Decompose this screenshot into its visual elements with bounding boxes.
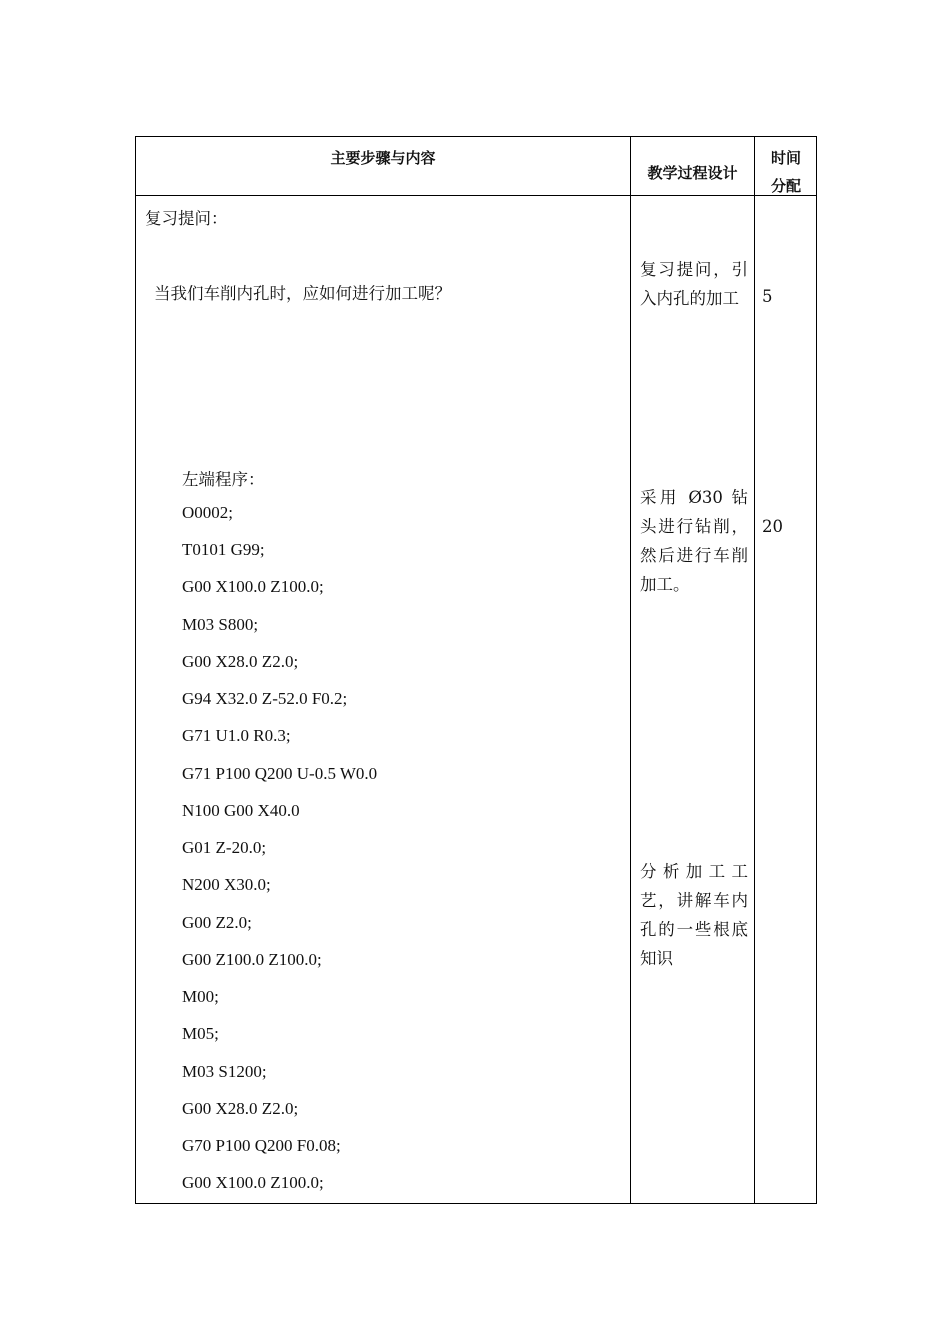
program-title: 左端程序： <box>182 470 265 489</box>
code-line: G00 Z100.0 Z100.0; <box>182 950 322 969</box>
code-line: G00 X100.0 Z100.0; <box>182 1173 324 1192</box>
code-line: M00; <box>182 987 219 1006</box>
header-time-line1: 时间 <box>770 149 801 167</box>
code-line: O0002; <box>182 503 233 522</box>
time-drilling: 20 <box>762 517 783 536</box>
code-line: G00 X28.0 Z2.0; <box>182 1099 299 1118</box>
code-line: G00 X28.0 Z2.0; <box>182 652 299 671</box>
header-steps: 主要步骤与内容 <box>330 149 436 167</box>
code-line: G71 P100 Q200 U-0.5 W0.0 <box>182 764 378 783</box>
code-line: G01 Z-20.0; <box>182 838 267 857</box>
lesson-table <box>135 136 817 1204</box>
code-line: G71 U1.0 R0.3; <box>182 726 291 745</box>
header-divider <box>136 195 816 196</box>
design-review: 复习提问，引入内孔的加工 <box>640 260 748 308</box>
header-design: 教学过程设计 <box>647 164 738 182</box>
code-line: M05; <box>182 1024 219 1043</box>
review-title: 复习提问： <box>145 209 228 228</box>
column-divider-1 <box>630 137 631 1203</box>
design-drilling: 采用 Ø30 钻头进行钻削，然后进行车削加工。 <box>640 488 748 594</box>
code-line: G00 X100.0 Z100.0; <box>182 577 324 596</box>
time-review: 5 <box>762 287 773 306</box>
column-divider-2 <box>754 137 755 1203</box>
code-line: N100 G00 X40.0 <box>182 801 300 820</box>
review-question: 当我们车削内孔时，应如何进行加工呢？ <box>154 284 451 303</box>
design-analysis: 分析加工工艺，讲解车内孔的一些根底知识 <box>640 862 748 968</box>
code-line: M03 S1200; <box>182 1062 267 1081</box>
code-line: N200 X30.0; <box>182 875 271 894</box>
code-line: G00 Z2.0; <box>182 913 252 932</box>
code-line: G94 X32.0 Z-52.0 F0.2; <box>182 689 348 708</box>
header-time-line2: 分配 <box>770 177 801 195</box>
code-line: G70 P100 Q200 F0.08; <box>182 1136 341 1155</box>
code-line: T0101 G99; <box>182 540 265 559</box>
code-line: M03 S800; <box>182 615 259 634</box>
